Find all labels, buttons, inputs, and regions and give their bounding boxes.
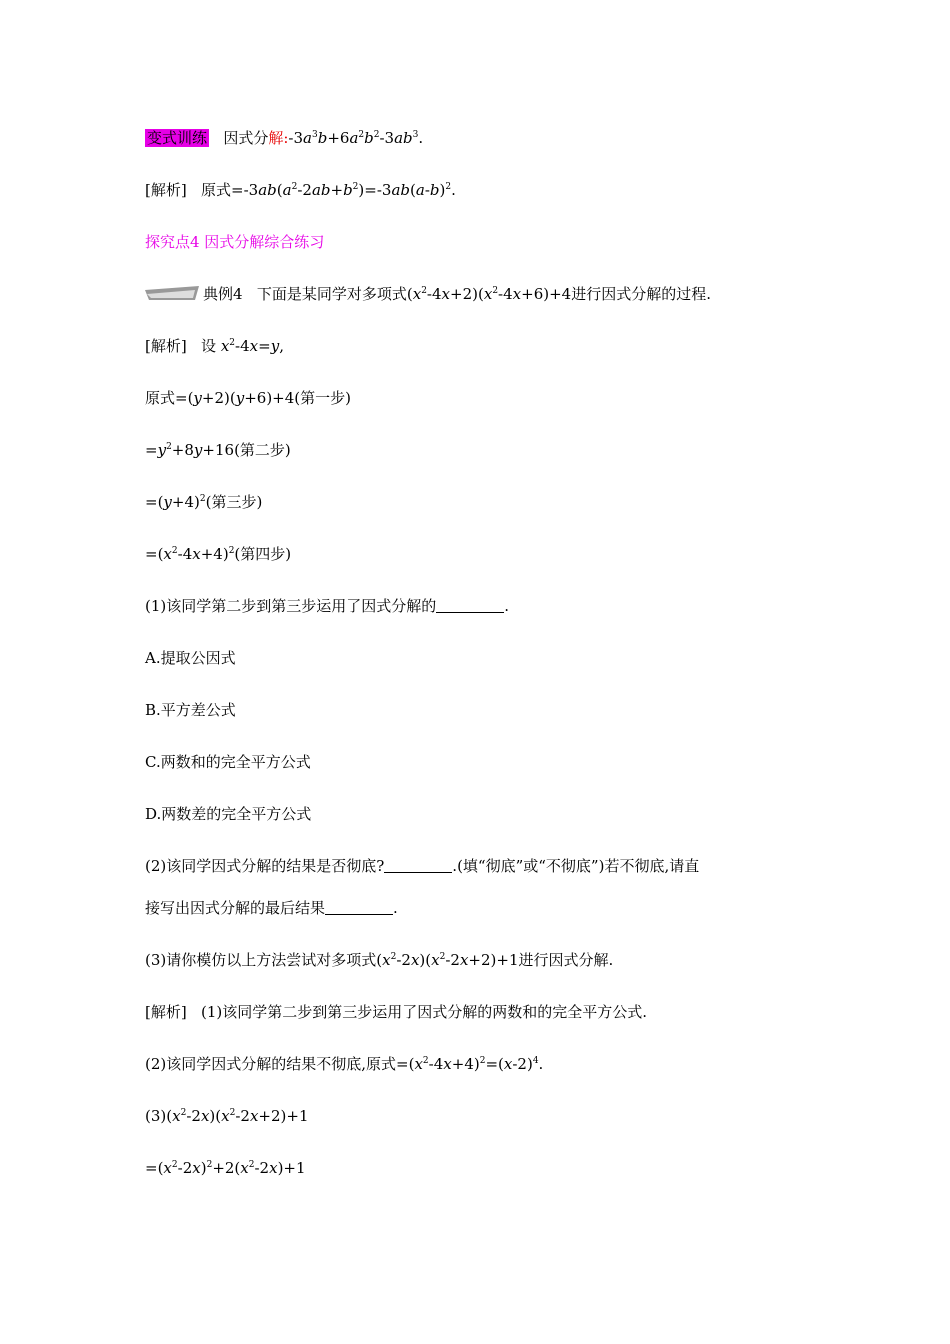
variant-training-line	[145, 128, 423, 148]
answer-blank	[384, 858, 452, 873]
question-2: (2)该同学因式分解的结果是否彻底? .(填“彻底”或“不彻底”)若不彻底,请直	[145, 857, 700, 875]
step-2: $=y^2+8y+16$(第二步)	[145, 441, 291, 459]
step-4: $=(x^2-4x+4)^2$(第四步)	[145, 545, 292, 563]
example-label: 典例4	[203, 285, 243, 303]
example-banner-icon	[145, 286, 199, 300]
answer-3-line-2: $=(x^2-2x)^2+2(x^2-2x)+1$	[145, 1159, 306, 1177]
example-4-line	[145, 284, 711, 304]
variant-solution-text: 原式$=-3ab(a^2-2ab+b^2)=-3ab(a-b)^2$.	[201, 181, 456, 199]
option-b: B.平方差公式	[145, 701, 236, 719]
option-d: D.两数差的完全平方公式	[145, 805, 312, 823]
question-2-cont: 接写出因式分解的最后结果 .	[145, 899, 398, 917]
option-c: C.两数和的完全平方公式	[145, 753, 311, 771]
variant-solution	[145, 180, 456, 200]
variant-label: 因式分	[223, 129, 269, 147]
step-1: 原式=(y+2)(y+6)+4(第一步)	[145, 389, 352, 407]
solution-intro: [解析] 设 $x^2-4x=y$,	[145, 337, 284, 355]
option-a: A.提取公因式	[145, 649, 236, 667]
solution-label: [解析]	[145, 181, 187, 199]
example-text: 下面是某同学对多项式$(x^2-4x+2)(x^2-4x+6)+4$进行因式分解的过程.	[256, 285, 711, 303]
answer-2: (2)该同学因式分解的结果不彻底,原式$=(x^2-4x+4)^2=(x-2)^4$.	[145, 1055, 544, 1073]
variant-training-tag: 变式训练	[147, 129, 208, 147]
answer-blank	[325, 900, 393, 915]
question-3: (3)请你模仿以上方法尝试对多项式$(x^2-2x)(x^2-2x+2)+1$进行因式分解.	[145, 951, 614, 969]
answer-3-line-1: $(3)(x^2-2x)(x^2-2x+2)+1$	[145, 1107, 309, 1125]
answer-1: [解析] (1)该同学第二步到第三步运用了因式分解的两数和的完全平方公式.	[145, 1003, 648, 1021]
answer-blank	[436, 598, 504, 613]
solution-label: [解析]	[145, 1003, 187, 1021]
solution-label: [解析]	[145, 337, 187, 355]
variant-expr: $-3a^3b+6a^2b^2-3ab^3$.	[288, 129, 424, 147]
section-title: 探究点4 因式分解综合练习	[145, 233, 325, 251]
question-1: (1)该同学第二步到第三步运用了因式分解的 .	[145, 597, 510, 615]
step-3: $=(y+4)^2$(第三步)	[145, 493, 263, 511]
variant-label-red: 解:	[268, 129, 289, 147]
